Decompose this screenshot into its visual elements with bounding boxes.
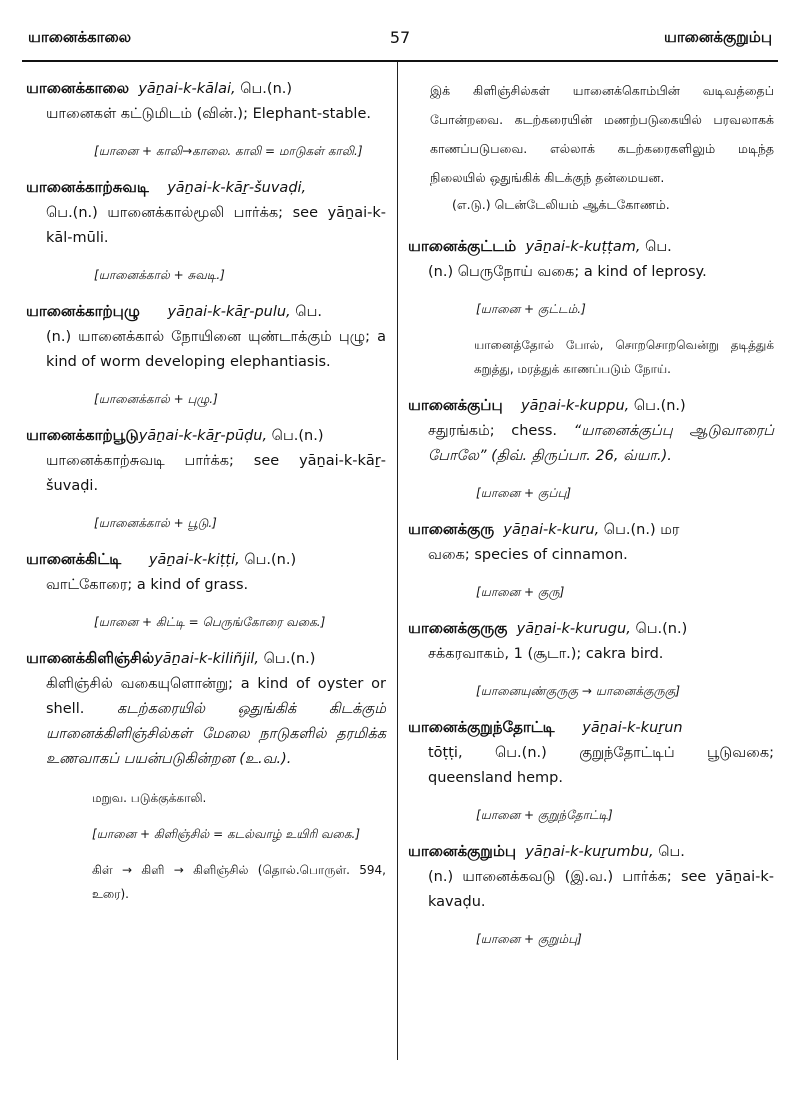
etymology: [யானை + குறும்பு] bbox=[476, 932, 582, 946]
grammar-tag: பெ.(n.) bbox=[635, 621, 688, 637]
dictionary-entry bbox=[408, 517, 774, 568]
definition-text: சதுரங்கம்; chess. bbox=[428, 423, 558, 439]
grammar-tag: பெ. bbox=[645, 239, 672, 255]
header-left-guideword: யானைக்காலை bbox=[28, 28, 132, 46]
definition: வகை; species of cinnamon. bbox=[428, 547, 628, 563]
dictionary-entry bbox=[408, 715, 774, 791]
etymology: [யானைக்கால் + பூடு.] bbox=[94, 516, 217, 530]
definition: (n.) யானைக்கவடு (இ.வ.) பார்க்க; see yāṉai-k-kavaḍu. bbox=[428, 869, 774, 910]
grammar-tag: பெ. bbox=[658, 844, 685, 860]
transliteration: yāṉai-k-kurugu, bbox=[516, 621, 631, 637]
dictionary-entry bbox=[26, 175, 386, 251]
grammar-tag: பெ.(n.) bbox=[633, 398, 686, 414]
headword: யானைக்குப்பு bbox=[408, 396, 503, 414]
column-divider bbox=[397, 62, 398, 1060]
headword: யானைக்காற்பூடு bbox=[26, 426, 139, 444]
etymology: [யானை + கிட்டி = பெருங்கோரை வகை.] bbox=[94, 615, 326, 629]
headword: யானைக்குரு bbox=[408, 520, 495, 538]
transliteration: yāṉai-k-kuṭṭam, bbox=[525, 239, 641, 255]
left-column bbox=[26, 76, 386, 918]
example-note: (எ.டு.) டென்டேலியம் ஆக்டகோணம். bbox=[452, 197, 670, 212]
grammar-tag: பெ. bbox=[295, 304, 322, 320]
right-column bbox=[408, 76, 774, 963]
headword: யானைக்குருகு bbox=[408, 619, 508, 637]
transliteration: yāṉai-k-kuru, bbox=[503, 522, 600, 538]
dictionary-entry bbox=[26, 646, 386, 772]
headword: யானைக்குறும்பு bbox=[408, 842, 517, 860]
etymology: [யானை + குட்டம்.] bbox=[476, 302, 586, 316]
headword: யானைக்காற்புழு bbox=[26, 302, 140, 320]
grammar-tag: பெ.(n.) bbox=[263, 651, 316, 667]
transliteration: yāṉai-k-kuṟumbu, bbox=[525, 844, 654, 860]
definition: சக்கரவாகம், 1 (சூடா.); cakra bird. bbox=[428, 646, 664, 662]
headword: யானைக்கிட்டி bbox=[26, 550, 122, 568]
transliteration: yāṉai-k-kālai, bbox=[138, 81, 236, 97]
etymology: [யானை + குப்பு] bbox=[476, 486, 572, 500]
dictionary-entry bbox=[408, 839, 774, 915]
headword: யானைக்காற்சுவடி bbox=[26, 178, 149, 196]
transliteration: yāṉai-k-kāṟ-pulu, bbox=[167, 304, 291, 320]
dictionary-entry bbox=[26, 547, 386, 598]
transliteration: yāṉai-k-kiṭṭi, bbox=[148, 552, 240, 568]
dictionary-entry bbox=[408, 616, 774, 667]
transliteration: yāṉai-k-kāṟ-pūḍu, bbox=[138, 428, 268, 444]
etymology: [யானை + குரு] bbox=[476, 585, 565, 599]
definition: (n.) பெருநோய் வகை; a kind of leprosy. bbox=[428, 264, 707, 280]
transliteration: yāṉai-k-kiliñjil, bbox=[154, 651, 260, 667]
etymology: [யானையுண்குருகு → யானைக்குருகு] bbox=[476, 684, 680, 698]
grammar-tag: பெ.(n.) மர bbox=[603, 522, 680, 538]
grammar-tag: பெ.(n.) bbox=[244, 552, 297, 568]
header-right-guideword: யானைக்குறும்பு bbox=[663, 28, 772, 46]
definition-text: கிளிஞ்சில் வகையுளொன்று; a kind of oyster or shell. bbox=[46, 676, 386, 717]
definition bbox=[408, 419, 774, 469]
synonym-note: மறுவ. படுக்குக்காலி. bbox=[92, 791, 207, 805]
headword: யானைக்குறுந்தோட்டி bbox=[408, 718, 555, 736]
definition: பெ.(n.) யானைக்கால்மூலி பார்க்க; see yāṉai-k-kāl-mūli. bbox=[46, 205, 386, 246]
grammar-tag: பெ.(n.) bbox=[271, 428, 324, 444]
etymology: [யானை + காலி→காலை. காலி = மாடுகள் காலி.] bbox=[94, 144, 363, 158]
definition: யானைகள் கட்டுமிடம் (வின்.); Elephant-stable. bbox=[46, 106, 371, 122]
definition-usage: கடற்கரையில் ஒதுங்கிக் கிடக்கும் யானைக்கிளிஞ்சில்கள் மேலை நாடுகளில் தரமிக்க உணவாகப் பயன்படுகின்றன (உ.வ.). bbox=[46, 701, 386, 767]
derivation-note: கிள் → கிளி → கிளிஞ்சில் (தொல்.பொருள். 594, உரை). bbox=[92, 863, 386, 901]
dictionary-entry bbox=[26, 76, 386, 127]
grammar-tag: பெ.(n.) bbox=[240, 81, 293, 97]
headword: யானைக்குட்டம் bbox=[408, 237, 517, 255]
etymology: [யானைக்கால் + புழு.] bbox=[94, 392, 218, 406]
page-number: 57 bbox=[389, 28, 411, 47]
continuation-text: இக் கிளிஞ்சில்கள் யானைக்கொம்பின் வடிவத்தைப் போன்றவை. கடற்கரையின் மணற்படுகையில் பரவலாகக் காணப்படுபவை. எல்லாக் கடற்கரைகளிலும் மடிந்த நிலையில் ஒதுங்கிக் கிடக்குந் தன்மையன. bbox=[430, 83, 774, 185]
definition: (n.) யானைக்கால் நோயினை யுண்டாக்கும் புழு; a kind of worm developing elephantiasis. bbox=[46, 329, 386, 370]
headword: யானைக்காலை bbox=[26, 79, 130, 97]
transliteration: yāṉai-k-kuppu, bbox=[521, 398, 630, 414]
dictionary-entry bbox=[26, 299, 386, 375]
dictionary-entry bbox=[408, 393, 774, 469]
dictionary-entry bbox=[408, 234, 774, 285]
headword: யானைக்கிளிஞ்சில் bbox=[26, 649, 155, 667]
page-header bbox=[22, 28, 778, 54]
definition: வாட்கோரை; a kind of grass. bbox=[46, 577, 249, 593]
description-note: யானைத்தோல் போல், சொறசொறவென்று தடித்துக் கறுத்து, மரத்துக் காணப்படும் நோய். bbox=[474, 338, 774, 376]
definition bbox=[26, 672, 386, 772]
etymology: [யானைக்கால் + சுவடி.] bbox=[94, 268, 225, 282]
transliteration: yāṉai-k-kuṟun bbox=[582, 720, 683, 736]
header-rule bbox=[22, 60, 778, 62]
etymology: [யானை + கிளிஞ்சில் = கடல்வாழ் உயிரி வகை.] bbox=[92, 827, 361, 841]
transliteration: yāṉai-k-kāṟ-šuvaḍi, bbox=[167, 180, 307, 196]
dictionary-entry bbox=[26, 423, 386, 499]
etymology: [யானை + குறுந்தோட்டி] bbox=[476, 808, 613, 822]
quotation: “யானைக்குப்பு ஆடுவாரைப் போலே” (திவ். திருப்பா. 26, வ்யா.). bbox=[428, 423, 774, 464]
definition: யானைக்காற்சுவடி பார்க்க; see yāṉai-k-kāṟ-šuvaḍi. bbox=[46, 453, 386, 494]
definition: tōṭṭi, பெ.(n.) குறுந்தோட்டிப் பூடுவகை; queensland hemp. bbox=[428, 745, 774, 786]
